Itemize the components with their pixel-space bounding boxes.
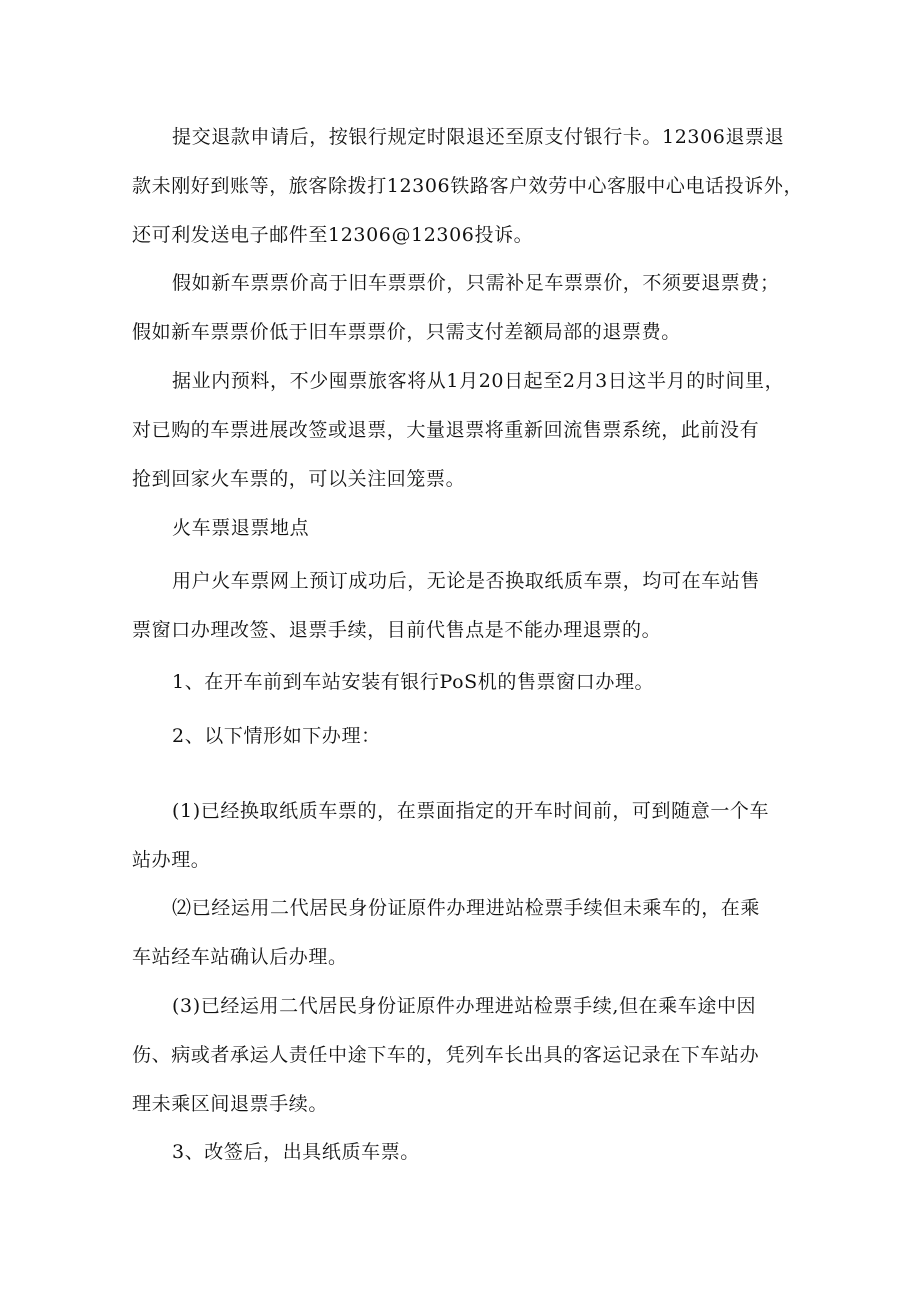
text-line: 2、以下情形如下办理： [172,725,381,747]
text-line: 款未刚好到账等，旅客除拨打12306铁路客户效劳中心客服中心电话投诉外， [132,175,804,197]
paragraph-refund-bank [132,113,804,260]
heading-text: 火车票退票地点 [172,517,310,539]
text-line: 据业内预料，不少囤票旅客将从1月20日起至2月3日这半月的时间里， [172,370,785,392]
paragraph-online-booking [132,557,792,655]
text-line: 用户火车票网上预订成功后，无论是否换取纸质车票，均可在车站售 [172,570,761,592]
sub-item-3 [132,982,792,1129]
sub-item-1 [132,787,792,885]
text-line: 1、在开车前到车站安装有银行PoS机的售票窗口办理。 [172,671,655,693]
list-item-2 [132,712,792,761]
text-line: (1)已经换取纸质车票的，在票面指定的开车时间前，可到随意一个车 [172,800,770,822]
sub-item-2 [132,884,792,982]
text-line: 抢到回家火车票的，可以关注回笼票。 [132,468,466,490]
list-item-1 [132,658,792,707]
text-line: 票窗口办理改签、退票手续，目前代售点是不能办理退票的。 [132,619,662,641]
list-item-3 [132,1128,792,1177]
text-line: 伤、病或者承运人责任中途下车的，凭列车长出具的客运记录在下车站办 [132,1044,760,1066]
text-line: 3、改签后，出具纸质车票。 [172,1141,420,1163]
text-line: 假如新车票票价高于旧车票票价，只需补足车票票价，不须要退票费； [172,272,780,294]
text-line: ⑵已经运用二代居民身份证原件办理进站检票手续但未乘车的，在乘 [172,897,761,919]
text-line: 理未乘区间退票手续。 [132,1093,329,1115]
text-line: (3)已经运用二代居民身份证原件办理进站检票手续,但在乘车途中因 [172,995,757,1017]
text-line: 对已购的车票进展改签或退票，大量退票将重新回流售票系统，此前没有 [132,419,760,441]
text-line: 还可利发送电子邮件至12306@12306投诉。 [132,224,534,246]
text-line: 站办理。 [132,849,211,871]
paragraph-price-diff [132,259,792,357]
text-line: 假如新车票票价低于旧车票票价，只需支付差额局部的退票费。 [132,321,681,343]
paragraph-forecast [132,357,792,504]
section-heading [132,504,792,553]
text-line: 车站经车站确认后办理。 [132,946,348,968]
text-line: 提交退款申请后，按银行规定时限退还至原支付银行卡。12306退票退 [172,126,785,148]
